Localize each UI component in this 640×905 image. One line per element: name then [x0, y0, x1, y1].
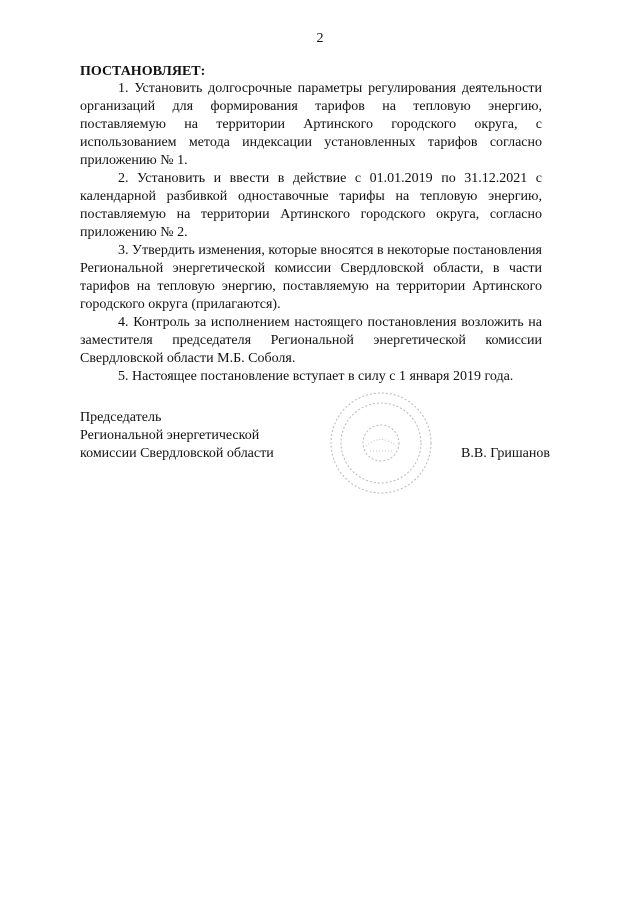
signatory-title — [80, 409, 274, 463]
paragraph: 3. Утвердить изменения, которые вносятся в некоторые постановления Региональной энергетической комиссии Свердловской области, в части тарифов на тепловую энергию, поставляемую на территории Артинского городского округа (прилагаются). — [80, 243, 542, 312]
resolution-heading: ПОСТАНОВЛЯЕТ: — [80, 64, 206, 79]
paragraph: 2. Установить и ввести в действие с 01.01.2019 по 31.12.2021 с календарной разбивкой одноставочные тарифы на тепловую энергию, поставляемую на территории Артинского городского округа, согласно приложению № 2. — [80, 171, 542, 240]
signature-block — [80, 409, 550, 509]
paragraph: 4. Контроль за исполнением настоящего постановления возложить на заместителя председателя Региональной энергетической комиссии Свердловской области М.Б. Соболя. — [80, 315, 542, 366]
signatory-name: В.В. Гришанов — [461, 446, 550, 461]
paragraph: 1. Установить долгосрочные параметры регулирования деятельности организаций для формирования тарифов на тепловую энергию, поставляемую на территории Артинского городского округа, с использованием метода индексации установленных тарифов согласно приложению № 1. — [80, 81, 542, 168]
paragraph: 5. Настоящее постановление вступает в силу с 1 января 2019 года. — [118, 369, 514, 384]
page-number: 2 — [316, 31, 324, 46]
signatory-title-line: Региональной энергетической — [80, 428, 260, 443]
signatory-title-line: Председатель — [80, 410, 162, 425]
signatory-title-line: комиссии Свердловской области — [80, 446, 274, 461]
document-body — [80, 80, 542, 386]
